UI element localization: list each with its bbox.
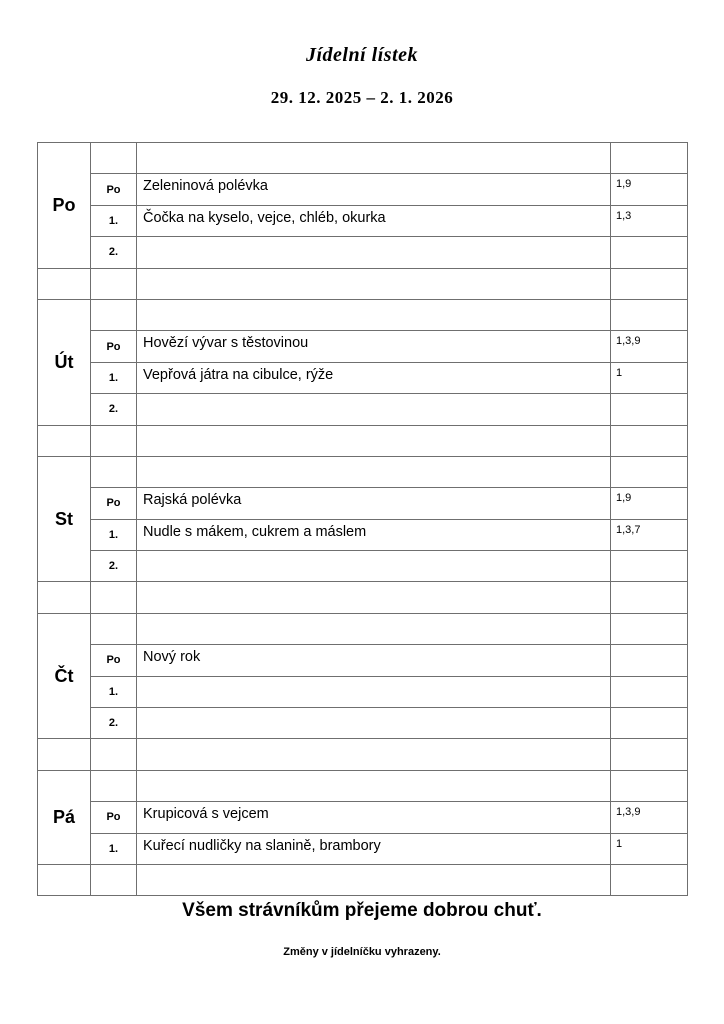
date-range: 29. 12. 2025 – 2. 1. 2026 xyxy=(270,88,454,107)
spacer-row xyxy=(38,770,688,801)
table-row xyxy=(38,833,688,864)
row-index: 1. xyxy=(91,833,137,864)
dish-name: Vepřová játra na cibulce, rýže xyxy=(137,362,611,393)
allergen-codes: 1 xyxy=(611,833,688,864)
table-row xyxy=(38,205,688,236)
row-index: Po xyxy=(91,174,137,205)
row-index: Po xyxy=(91,331,137,362)
row-index: 2. xyxy=(91,394,137,425)
day-label: St xyxy=(38,456,91,582)
allergen-codes: 1,3,9 xyxy=(611,802,688,833)
spacer-row xyxy=(38,143,688,174)
table-row xyxy=(38,519,688,550)
spacer-row xyxy=(38,456,688,487)
table-row xyxy=(38,237,688,268)
table-row xyxy=(38,551,688,582)
table-row xyxy=(38,676,688,707)
table-row xyxy=(38,645,688,676)
allergen-codes xyxy=(611,645,688,676)
footer-wish: Všem strávníkům přejeme dobrou chuť. xyxy=(182,900,542,921)
row-index: 1. xyxy=(91,676,137,707)
separator-row xyxy=(38,582,688,613)
dish-name: Zeleninová polévka xyxy=(137,174,611,205)
dish-name xyxy=(137,676,611,707)
table-row xyxy=(38,362,688,393)
row-index: 1. xyxy=(91,205,137,236)
spacer-row xyxy=(38,299,688,330)
allergen-codes xyxy=(611,394,688,425)
spacer-row xyxy=(38,613,688,644)
allergen-codes xyxy=(611,237,688,268)
allergen-codes: 1,3 xyxy=(611,205,688,236)
row-index: Po xyxy=(91,802,137,833)
day-label: Po xyxy=(38,143,91,269)
day-label: Čt xyxy=(38,613,91,739)
row-index: Po xyxy=(91,488,137,519)
dish-name: Hovězí vývar s těstovinou xyxy=(137,331,611,362)
day-label: Pá xyxy=(38,770,91,864)
dish-name: Rajská polévka xyxy=(137,488,611,519)
day-label: Út xyxy=(38,299,91,425)
menu-table xyxy=(37,142,688,896)
row-index: 2. xyxy=(91,237,137,268)
table-row xyxy=(38,174,688,205)
row-index: Po xyxy=(91,645,137,676)
separator-row xyxy=(38,739,688,770)
dish-name xyxy=(137,708,611,739)
allergen-codes xyxy=(611,708,688,739)
table-row xyxy=(38,394,688,425)
dish-name: Nový rok xyxy=(137,645,611,676)
dish-name: Kuřecí nudličky na slanině, brambory xyxy=(137,833,611,864)
dish-name: Čočka na kyselo, vejce, chléb, okurka xyxy=(137,205,611,236)
allergen-codes: 1,9 xyxy=(611,174,688,205)
table-row xyxy=(38,708,688,739)
footer-note: Změny v jídelníčku vyhrazeny. xyxy=(283,946,441,958)
allergen-codes: 1,3,7 xyxy=(611,519,688,550)
separator-row xyxy=(38,864,688,895)
dish-name: Nudle s mákem, cukrem a máslem xyxy=(137,519,611,550)
dish-name: Krupicová s vejcem xyxy=(137,802,611,833)
allergen-codes xyxy=(611,551,688,582)
row-index: 1. xyxy=(91,519,137,550)
row-index: 1. xyxy=(91,362,137,393)
dish-name xyxy=(137,237,611,268)
dish-name xyxy=(137,551,611,582)
row-index: 2. xyxy=(91,551,137,582)
allergen-codes: 1,3,9 xyxy=(611,331,688,362)
allergen-codes: 1 xyxy=(611,362,688,393)
separator-row xyxy=(38,425,688,456)
table-row xyxy=(38,488,688,519)
menu-title: Jídelní lístek xyxy=(306,44,418,66)
separator-row xyxy=(38,268,688,299)
table-row xyxy=(38,802,688,833)
allergen-codes xyxy=(611,676,688,707)
table-row xyxy=(38,331,688,362)
dish-name xyxy=(137,394,611,425)
allergen-codes: 1,9 xyxy=(611,488,688,519)
row-index: 2. xyxy=(91,708,137,739)
